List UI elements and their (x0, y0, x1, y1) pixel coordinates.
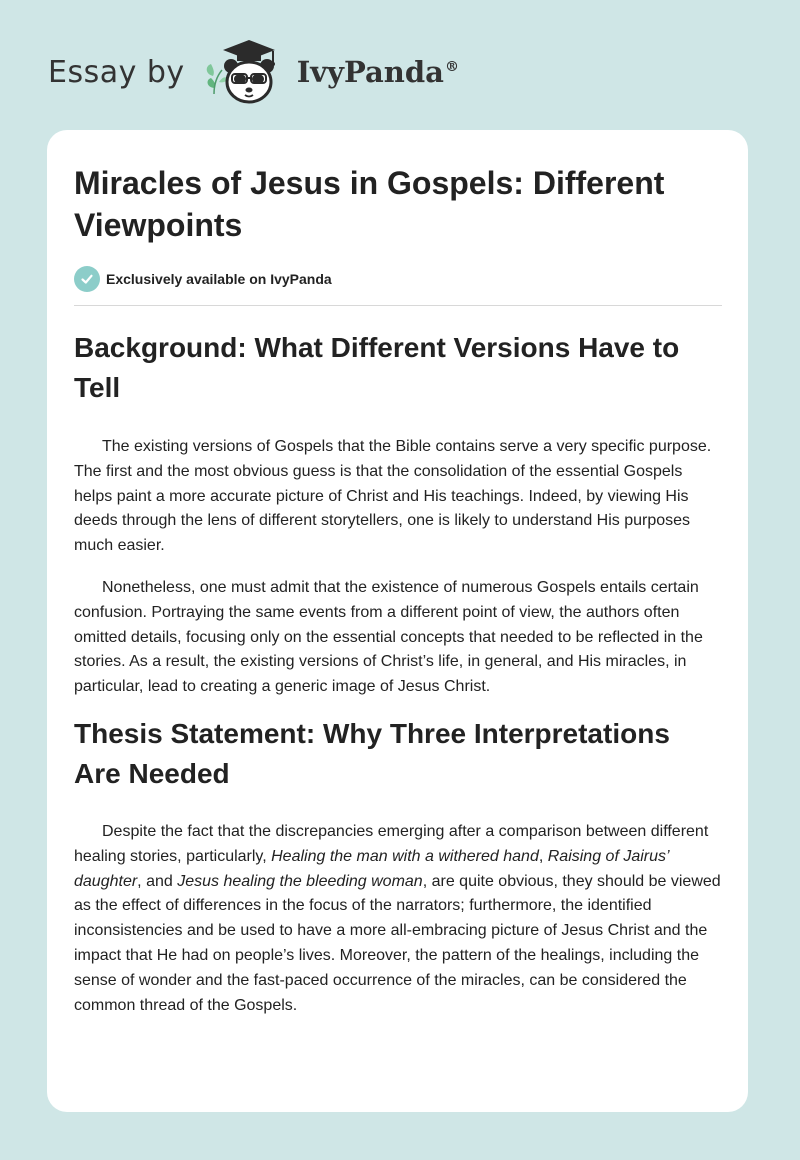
check-icon (74, 266, 100, 292)
paragraph: The existing versions of Gospels that the Bible contains serve a very specific purpose. The first and the most obvious guess is that the consolidation of the essential Gospels helps paint a more accurate picture of Christ and His teachings. Indeed, by viewing His deeds through the lens of different storytellers, one is likely to understand His purposes much easier. (74, 438, 712, 555)
site-header (48, 36, 459, 108)
italic-title: Raising of Jairus’ daughter (74, 847, 669, 890)
section-background (74, 328, 722, 700)
brand-name[interactable]: IvyPanda® (296, 55, 459, 89)
registered-mark: ® (444, 59, 459, 76)
essay-card (47, 130, 748, 1112)
essay-title: Miracles of Jesus in Gospels: Different Viewpoints (74, 165, 665, 243)
paragraph: Nonetheless, one must admit that the existence of numerous Gospels entails certain confusion. Portraying the same events from a different point of view, the authors often omitted details, focusing only on the essential concepts that needed to be reflected in the stories. As a result, the existing versions of Christ’s life, in general, and His miracles, in particular, lead to creating a generic image of Jesus Christ. (74, 578, 703, 696)
italic-title: Healing the man with a withered hand (271, 847, 539, 865)
essay-by-label: Essay by (48, 54, 185, 90)
paragraph: Despite the fact that the discrepancies emerging after a comparison between different healing stories, particularly, Healing the man with a withered hand, Raising of Jairus’ daughter, and Jesus healing the bleeding woman, are quite obvious, they should be viewed as the effect of differences in the focus of the narrators; furthermore, the identified inconsistencies and be used to have a more all-embracing picture of Jesus Christ and the impact that He had on people’s lives. Moreover, the pattern of the healings, including the sense of wonder and the fast-paced occurrence of the miracles, can be considered the common thread of the Gospels. (74, 822, 721, 1014)
exclusive-label: Exclusively available on IvyPanda (106, 271, 332, 287)
ivypanda-logo-icon[interactable] (201, 36, 291, 108)
section-thesis (74, 714, 722, 1018)
section-heading: Background: What Different Versions Have to Tell (74, 332, 680, 403)
section-heading: Thesis Statement: Why Three Interpretations Are Needed (74, 717, 670, 789)
exclusive-badge (74, 266, 722, 306)
italic-title: Jesus healing the bleeding woman (177, 872, 423, 890)
